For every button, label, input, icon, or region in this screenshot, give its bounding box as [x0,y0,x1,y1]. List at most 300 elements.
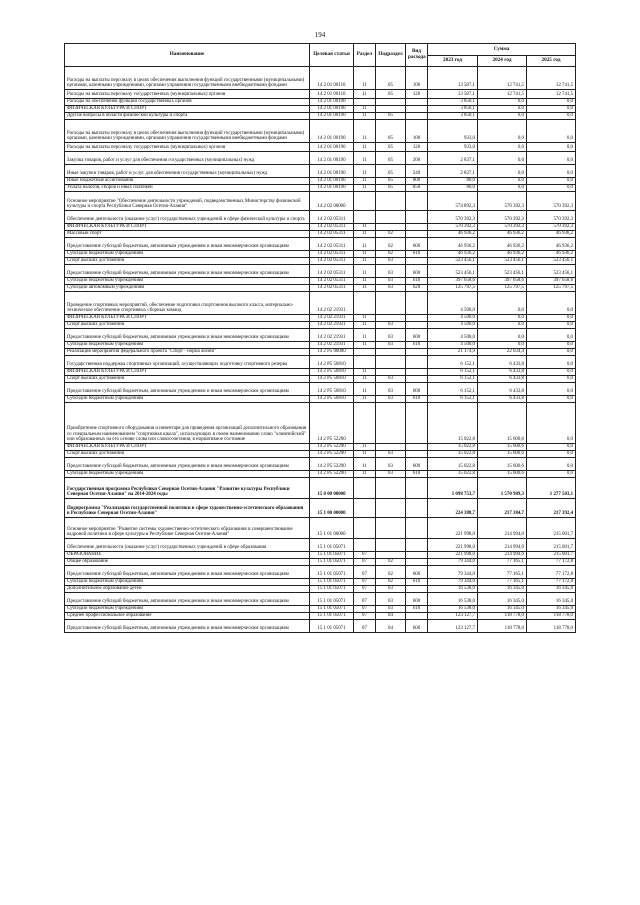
row-amount-2025: 215 001,7 [527,539,576,552]
row-amount-2023: 21 174,9 [428,349,478,356]
row-amount-2024: 6 433,8 [478,383,527,396]
row-amount-2024: 0,0 [478,292,527,315]
row-amount-2025: 77 172,8 [527,579,576,586]
row-subsection [376,211,406,224]
row-section: 11 [354,376,376,383]
row-amount-2023: 80,0 [428,185,478,192]
row-name: Спорт высших достижений [65,376,310,383]
row-section [354,539,376,552]
row-name: ФИЗИЧЕСКАЯ КУЛЬТУРА И СПОРТ [65,444,310,451]
table-body [65,67,576,633]
row-subsection: 02 [376,231,406,238]
row-name: Предоставление субсидий бюджетным, автономным учреждениям и иным некоммерческим организациям [65,458,310,471]
row-section: 11 [354,278,376,285]
row-name: Спорт высших достижений [65,258,310,265]
row-amount-2024: 6 433,8 [478,356,527,369]
row-code: 15 1 01 05071 [310,606,354,613]
table-row [65,451,576,458]
row-subsection [376,518,406,539]
row-name: Предоставление субсидий бюджетным, автономным учреждениям и иным некоммерческим организациям [65,593,310,606]
row-section: 11 [354,152,376,165]
row-amount-2023: 46 936,2 [428,238,478,251]
row-amount-2025: 1 277 503,1 [527,478,576,499]
row-section [354,99,376,106]
row-amount-2025: 0,0 [527,396,576,403]
row-name: ФИЗИЧЕСКАЯ КУЛЬТУРА И СПОРТ [65,369,310,376]
row-name: Субсидии бюджетным учреждениям [65,278,310,285]
row-amount-2024: 0,0 [478,178,527,185]
table-row [65,403,576,444]
row-amount-2024: 523 456,1 [478,265,527,278]
table-row [65,99,576,106]
row-amount-2025: 570 392,3 [527,211,576,224]
row-code: 14 2 01 00110 [310,90,354,99]
row-code: 14 2 02 21931 [310,322,354,329]
row-kind [406,369,428,376]
table-row [65,67,576,90]
row-kind: 600 [406,620,428,633]
row-amount-2025: 0,0 [527,383,576,396]
row-subsection: 02 [376,251,406,258]
row-amount-2025: 16 345,0 [527,586,576,593]
row-amount-2025: 12 741,5 [527,90,576,99]
row-subsection: 03 [376,593,406,606]
row-code: 14 2 02 05311 [310,285,354,292]
row-name: Субсидии бюджетным учреждениям [65,471,310,478]
row-subsection: 03 [376,458,406,471]
row-amount-2025: 16 345,0 [527,606,576,613]
row-section: 11 [354,120,376,143]
row-kind [406,444,428,451]
row-amount-2023: 221 998,0 [428,539,478,552]
row-code: 14 2 01 00190 [310,152,354,165]
row-section: 07 [354,566,376,579]
row-name: Субсидии бюджетным учреждениям [65,342,310,349]
row-amount-2023: 3 850,1 [428,99,478,106]
row-amount-2025: 570 392,3 [527,224,576,231]
row-code: 14 2 01 00190 [310,178,354,185]
row-section [354,356,376,369]
row-amount-2023: 1 098 753,7 [428,478,478,499]
row-code: 14 2 02 00000 [310,192,354,211]
row-amount-2025: 16 345,0 [527,593,576,606]
row-code: 14 2 02 05311 [310,278,354,285]
row-kind [406,613,428,620]
row-code: 14 2 02 21931 [310,292,354,315]
row-amount-2023: 4 500,0 [428,315,478,322]
row-kind [406,586,428,593]
row-kind [406,315,428,322]
row-code: 14 2 P5 50810 [310,356,354,369]
row-code: 15 1 01 05071 [310,613,354,620]
row-amount-2023: 6 152,1 [428,376,478,383]
row-name: Другие вопросы в области физической культуры и спорта [65,113,310,120]
row-section: 11 [354,458,376,471]
row-section [354,192,376,211]
row-code: 14 2 02 21931 [310,342,354,349]
row-amount-2023: 15 022,8 [428,403,478,444]
row-name: Расходы на обеспечение функций государственных органов [65,99,310,106]
table-row [65,258,576,265]
row-kind: 610 [406,471,428,478]
row-amount-2024: 523 456,1 [478,258,527,265]
row-subsection: 03 [376,383,406,396]
row-amount-2025: 46 936,2 [527,251,576,258]
row-amount-2023: 13 587,1 [428,67,478,90]
row-amount-2025: 0,0 [527,322,576,329]
row-section: 11 [354,265,376,278]
row-kind [406,258,428,265]
row-section [354,211,376,224]
table-row [65,458,576,471]
row-amount-2023: 570 392,3 [428,211,478,224]
row-subsection [376,106,406,113]
row-kind: 850 [406,185,428,192]
row-subsection: 05 [376,165,406,178]
row-kind [406,478,428,499]
header-kind: Вид расхода [406,44,428,67]
row-subsection: 05 [376,143,406,152]
row-amount-2025: 570 392,3 [527,192,576,211]
row-code: 14 2 01 00190 [310,185,354,192]
row-code: 14 2 02 05311 [310,238,354,251]
table-row [65,231,576,238]
row-kind [406,192,428,211]
row-amount-2025: 0,0 [527,143,576,152]
row-section: 11 [354,67,376,90]
row-amount-2023: 125 797,5 [428,285,478,292]
row-section: 07 [354,593,376,606]
row-section: 07 [354,620,376,633]
table-row [65,471,576,478]
row-amount-2024: 77 165,1 [478,566,527,579]
row-section: 07 [354,613,376,620]
row-kind: 600 [406,458,428,471]
row-code: 14 2 P5 50810 [310,396,354,403]
row-amount-2025: 0,0 [527,185,576,192]
table-row [65,165,576,178]
row-amount-2024: 77 165,1 [478,579,527,586]
table-row [65,152,576,165]
header-year-2025: 2025 год [527,56,576,67]
row-kind: 100 [406,120,428,143]
row-name: Спорт высших достижений [65,322,310,329]
row-amount-2024: 0,0 [478,99,527,106]
row-amount-2024: 15 600,6 [478,451,527,458]
row-subsection [376,499,406,518]
row-amount-2025: 397 658,6 [527,278,576,285]
row-code: 15 1 01 05071 [310,593,354,606]
row-kind [406,99,428,106]
row-kind [406,322,428,329]
row-subsection: 05 [376,113,406,120]
row-amount-2023: 79 344,0 [428,579,478,586]
table-row [65,178,576,185]
row-kind: 600 [406,566,428,579]
row-amount-2025: 46 936,2 [527,231,576,238]
row-section [354,478,376,499]
table-row [65,342,576,349]
row-name: Иные бюджетные ассигнования [65,178,310,185]
row-section: 11 [354,165,376,178]
row-amount-2024: 0,0 [478,152,527,165]
row-amount-2025: 217 392,4 [527,499,576,518]
row-subsection: 05 [376,120,406,143]
row-amount-2024: 217 384,7 [478,499,527,518]
row-amount-2024: 6 433,8 [478,396,527,403]
row-kind [406,211,428,224]
row-amount-2024: 15 600,6 [478,444,527,451]
row-amount-2023: 123 127,7 [428,620,478,633]
row-kind: 610 [406,342,428,349]
row-amount-2023: 6 152,1 [428,396,478,403]
row-subsection: 03 [376,278,406,285]
row-kind [406,349,428,356]
row-amount-2025: 0,0 [527,113,576,120]
row-amount-2023: 3 850,1 [428,106,478,113]
row-kind [406,559,428,566]
budget-table [64,43,576,633]
row-amount-2025: 77 172,8 [527,566,576,579]
row-amount-2025: 0,0 [527,403,576,444]
row-amount-2024: 0,0 [478,143,527,152]
row-subsection: 03 [376,586,406,593]
row-name: ФИЗИЧЕСКАЯ КУЛЬТУРА И СПОРТ [65,224,310,231]
row-subsection: 05 [376,178,406,185]
row-kind: 610 [406,251,428,258]
row-subsection [376,315,406,322]
row-amount-2024: 0,0 [478,315,527,322]
table-row [65,238,576,251]
row-code: 15 1 01 05071 [310,586,354,593]
row-code: 14 2 P5 52290 [310,451,354,458]
table-row [65,185,576,192]
row-name: Реализация мероприятий федерального проекта "Спорт - норма жизни" [65,349,310,356]
row-amount-2023: 6 152,1 [428,356,478,369]
row-amount-2023: 4 500,0 [428,292,478,315]
row-subsection: 03 [376,265,406,278]
row-code: 14 2 P5 52290 [310,471,354,478]
table-row [65,329,576,342]
row-subsection [376,478,406,499]
table-row [65,396,576,403]
row-amount-2023: 3 850,1 [428,113,478,120]
row-subsection [376,552,406,559]
row-amount-2024: 0,0 [478,106,527,113]
row-amount-2025: 0,0 [527,329,576,342]
row-amount-2025: 523 456,1 [527,258,576,265]
row-section: 07 [354,606,376,613]
row-name: Основное мероприятие "Развитие системы художественно-эстетического образования и совершенствование кадровой политики в сфере культуры в Республике Северная Осетия-Алания" [65,518,310,539]
row-kind [406,231,428,238]
table-row [65,322,576,329]
row-amount-2023: 2 837,1 [428,152,478,165]
row-name: Расходы на выплаты персоналу государственных (муниципальных) органов [65,90,310,99]
row-code: 14 2 02 05311 [310,251,354,258]
table-row [65,579,576,586]
table-row [65,593,576,606]
row-subsection: 03 [376,258,406,265]
row-kind [406,403,428,444]
row-subsection: 02 [376,238,406,251]
row-subsection [376,403,406,444]
row-section: 11 [354,322,376,329]
row-section: 11 [354,90,376,99]
row-code: 15 0 00 00000 [310,478,354,499]
table-row [65,369,576,376]
row-section: 07 [354,586,376,593]
row-amount-2024: 0,0 [478,165,527,178]
row-amount-2025: 523 456,1 [527,265,576,278]
row-amount-2025: 0,0 [527,342,576,349]
row-amount-2024: 214 994,0 [478,518,527,539]
row-amount-2025: 0,0 [527,471,576,478]
table-row [65,566,576,579]
row-name: Расходы на выплаты персоналу государственных (муниципальных) органов [65,143,310,152]
row-code: 14 2 02 05311 [310,265,354,278]
row-subsection [376,356,406,369]
row-subsection: 03 [376,322,406,329]
row-subsection: 03 [376,451,406,458]
row-section: 11 [354,285,376,292]
row-subsection: 03 [376,471,406,478]
row-name: Общее образование [65,559,310,566]
row-code: 14 2 01 00190 [310,165,354,178]
row-amount-2024: 15 600,6 [478,403,527,444]
row-kind: 600 [406,593,428,606]
row-code: 14 2 02 05311 [310,231,354,238]
row-amount-2024: 6 433,8 [478,376,527,383]
row-amount-2024: 0,0 [478,322,527,329]
row-kind: 600 [406,238,428,251]
row-amount-2024: 15 600,6 [478,458,527,471]
row-section: 11 [354,185,376,192]
row-kind: 600 [406,383,428,396]
row-subsection [376,292,406,315]
row-name: Обеспечение деятельности (оказание услуг) государственных учреждений в сфере физической культуры и спорта [65,211,310,224]
row-amount-2025: 0,0 [527,152,576,165]
row-amount-2023: 16 538,0 [428,586,478,593]
row-amount-2024: 16 345,0 [478,593,527,606]
row-name: Уплата налогов, сборов и иных платежей [65,185,310,192]
row-code: 14 2 02 21931 [310,329,354,342]
row-amount-2024: 570 392,3 [478,224,527,231]
row-amount-2025: 125 797,5 [527,285,576,292]
row-name: Государственная поддержка спортивных организаций, осуществляющих подготовку спортивного резерва [65,356,310,369]
header-code: Целевая статья [310,44,354,67]
row-code: 14 2 02 05311 [310,211,354,224]
row-name: ФИЗИЧЕСКАЯ КУЛЬТУРА И СПОРТ [65,106,310,113]
row-name: Закупка товаров, работ и услуг для обеспечения государственных (муниципальных) нужд [65,152,310,165]
row-kind [406,552,428,559]
row-subsection: 03 [376,376,406,383]
row-amount-2024: 125 797,5 [478,285,527,292]
row-name: Дополнительное образование детей [65,586,310,593]
row-amount-2024: 214 994,0 [478,552,527,559]
row-section: 11 [354,444,376,451]
row-subsection: 05 [376,67,406,90]
row-code: 14 2 P5 52290 [310,458,354,471]
row-code: 14 2 P5 50810 [310,369,354,376]
row-name: Расходы на выплаты персоналу в целях обеспечения выполнения функций государственными (муниципальными) органами, казенными учреждениями, органами управления государственными внебюджетными фондами [65,67,310,90]
row-code: 15 1 01 05071 [310,579,354,586]
row-name: Приобретение спортивного оборудования и инвентаря для приведения организаций дополнительного образования со специальным наименованием "спортивная школа", использующих в своем наименовании слово "олимпийский" или образованных на его основе слова или словосочетания, в нормативное состояние [65,403,310,444]
row-subsection [376,224,406,231]
table-row [65,606,576,613]
row-amount-2024: 570 392,3 [478,192,527,211]
row-subsection: 02 [376,566,406,579]
row-code: 14 2 P5 50810 [310,383,354,396]
row-amount-2024: 0,0 [478,120,527,143]
row-amount-2025: 118 778,0 [527,620,576,633]
row-code: 15 1 01 05071 [310,620,354,633]
table-row [65,292,576,315]
row-kind: 610 [406,278,428,285]
table-row [65,559,576,566]
row-amount-2025: 0,0 [527,315,576,322]
row-amount-2024: 1 570 989,3 [478,478,527,499]
table-row [65,613,576,620]
table-row [65,539,576,552]
row-section: 11 [354,383,376,396]
row-kind [406,451,428,458]
page-number: 194 [314,31,326,39]
row-kind [406,376,428,383]
row-amount-2025: 0,0 [527,376,576,383]
row-kind: 600 [406,329,428,342]
table-row [65,285,576,292]
row-amount-2023: 15 022,8 [428,451,478,458]
row-subsection: 03 [376,285,406,292]
row-amount-2024: 46 936,2 [478,231,527,238]
row-amount-2023: 79 344,0 [428,559,478,566]
header-sum: Сумма [428,44,576,56]
row-section [354,292,376,315]
row-amount-2024: 118 778,0 [478,620,527,633]
row-amount-2023: 79 344,0 [428,566,478,579]
row-kind [406,113,428,120]
row-section: 07 [354,559,376,566]
row-amount-2025: 0,0 [527,451,576,458]
row-subsection [376,99,406,106]
row-kind [406,356,428,369]
row-kind [406,499,428,518]
row-subsection: 04 [376,620,406,633]
row-section: 11 [354,396,376,403]
row-amount-2025: 0,0 [527,349,576,356]
row-name: Предоставление субсидий бюджетным, автономным учреждениям и иным некоммерческим организациям [65,238,310,251]
row-amount-2025: 0,0 [527,369,576,376]
row-code: 14 2 P5 00000 [310,349,354,356]
row-amount-2023: 933,0 [428,143,478,152]
row-section: 11 [354,315,376,322]
row-name: Предоставление субсидий бюджетным, автономным учреждениям и иным некоммерческим организациям [65,620,310,633]
table-row [65,552,576,559]
row-amount-2024: 12 741,5 [478,67,527,90]
row-amount-2025: 0,0 [527,178,576,185]
row-kind: 100 [406,67,428,90]
row-name: Субсидии бюджетным учреждениям [65,396,310,403]
row-kind: 120 [406,143,428,152]
row-amount-2024: 0,0 [478,113,527,120]
table-row [65,499,576,518]
row-section: 11 [354,231,376,238]
row-code: 14 2 01 00190 [310,99,354,106]
table-row [65,383,576,396]
row-amount-2023: 221 998,0 [428,518,478,539]
row-amount-2023: 80,0 [428,178,478,185]
table-row [65,349,576,356]
